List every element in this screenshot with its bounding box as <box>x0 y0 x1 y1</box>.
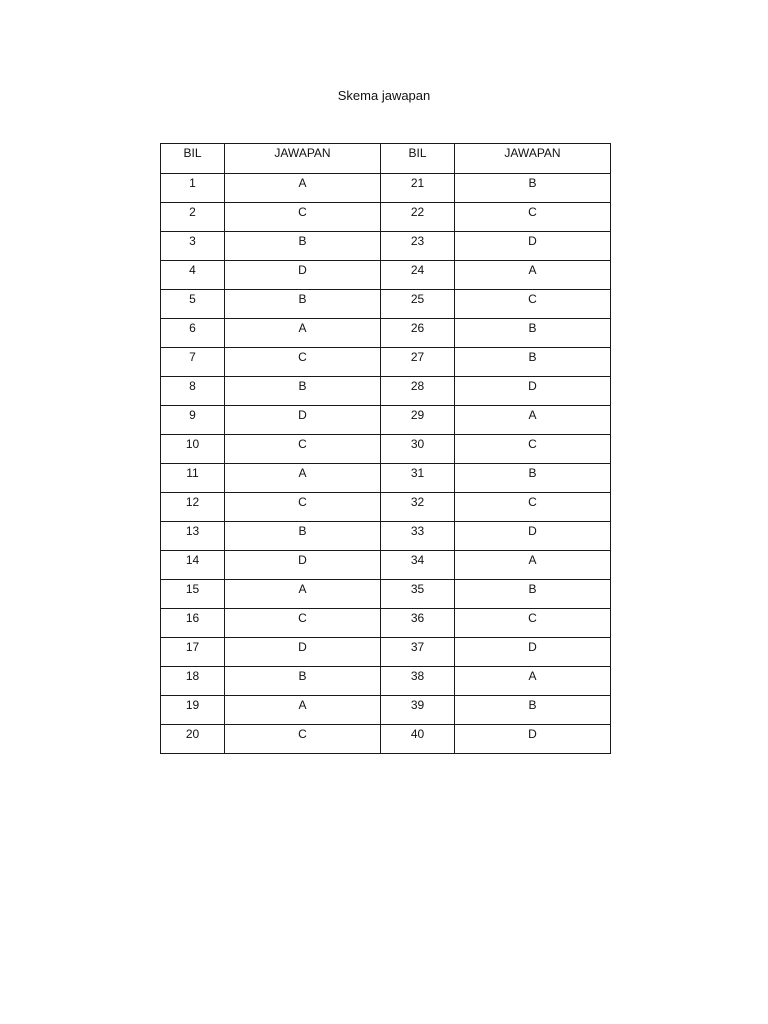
cell-value: A <box>528 553 537 567</box>
table-header <box>161 144 611 174</box>
cell-bil-right <box>381 609 455 638</box>
cell-jawapan-left <box>225 290 381 319</box>
cell-value: B <box>528 466 537 480</box>
cell-value: 9 <box>189 408 196 422</box>
cell-bil-right <box>381 203 455 232</box>
cell-value: C <box>298 495 307 509</box>
cell-value: 6 <box>189 321 196 335</box>
cell-value: B <box>528 176 537 190</box>
cell-value: A <box>528 669 537 683</box>
cell-value: 21 <box>410 176 425 190</box>
cell-value: B <box>298 524 307 538</box>
cell-jawapan-left <box>225 725 381 754</box>
cell-bil-left <box>161 551 225 580</box>
cell-value: 10 <box>185 437 200 451</box>
cell-value: C <box>298 205 307 219</box>
cell-jawapan-right <box>455 638 611 667</box>
cell-value: 40 <box>410 727 425 741</box>
cell-jawapan-right <box>455 406 611 435</box>
cell-bil-right <box>381 667 455 696</box>
cell-value: B <box>298 292 307 306</box>
cell-jawapan-left <box>225 203 381 232</box>
cell-bil-right <box>381 522 455 551</box>
cell-bil-right <box>381 435 455 464</box>
cell-value: 34 <box>410 553 425 567</box>
table-body <box>161 174 611 754</box>
cell-value: 12 <box>185 495 200 509</box>
cell-bil-right <box>381 580 455 609</box>
table-row <box>161 551 611 580</box>
cell-value: 1 <box>189 176 196 190</box>
cell-bil-right <box>381 377 455 406</box>
cell-value: 36 <box>410 611 425 625</box>
cell-value: D <box>298 640 307 654</box>
cell-value: 19 <box>185 698 200 712</box>
cell-bil-left <box>161 609 225 638</box>
cell-value: 29 <box>410 408 425 422</box>
cell-bil-left <box>161 319 225 348</box>
cell-value: 7 <box>189 350 196 364</box>
cell-jawapan-left <box>225 638 381 667</box>
cell-jawapan-left <box>225 609 381 638</box>
cell-bil-left <box>161 377 225 406</box>
cell-bil-left <box>161 696 225 725</box>
cell-jawapan-right <box>455 435 611 464</box>
cell-value: 16 <box>185 611 200 625</box>
cell-value: A <box>528 408 537 422</box>
cell-bil-right <box>381 261 455 290</box>
cell-jawapan-right <box>455 493 611 522</box>
cell-value: 4 <box>189 263 196 277</box>
cell-value: 11 <box>186 466 199 480</box>
cell-value: 24 <box>410 263 425 277</box>
cell-bil-right <box>381 348 455 377</box>
cell-value: B <box>528 698 537 712</box>
cell-value: 30 <box>410 437 425 451</box>
cell-value: B <box>528 582 537 596</box>
cell-bil-left <box>161 435 225 464</box>
cell-jawapan-right <box>455 261 611 290</box>
cell-value: D <box>528 640 537 654</box>
cell-bil-right <box>381 551 455 580</box>
cell-value: 33 <box>410 524 425 538</box>
cell-value: 38 <box>410 669 425 683</box>
cell-jawapan-left <box>225 377 381 406</box>
cell-bil-right <box>381 696 455 725</box>
cell-value: 26 <box>410 321 425 335</box>
header-label: JAWAPAN <box>504 146 561 160</box>
cell-bil-left <box>161 261 225 290</box>
cell-jawapan-right <box>455 725 611 754</box>
cell-jawapan-left <box>225 435 381 464</box>
cell-bil-left <box>161 203 225 232</box>
cell-jawapan-right <box>455 667 611 696</box>
cell-jawapan-right <box>455 232 611 261</box>
cell-jawapan-left <box>225 174 381 203</box>
table-row <box>161 464 611 493</box>
cell-value: 37 <box>410 640 425 654</box>
table-row <box>161 319 611 348</box>
cell-value: C <box>528 205 537 219</box>
cell-value: B <box>298 379 307 393</box>
cell-value: 2 <box>189 205 196 219</box>
cell-value: B <box>528 321 537 335</box>
cell-value: 28 <box>410 379 425 393</box>
cell-jawapan-left <box>225 406 381 435</box>
cell-jawapan-right <box>455 696 611 725</box>
cell-jawapan-right <box>455 290 611 319</box>
cell-value: D <box>528 727 537 741</box>
header-label: BIL <box>183 146 202 160</box>
header-jawapan-right <box>455 144 611 174</box>
cell-bil-right <box>381 174 455 203</box>
cell-bil-right <box>381 638 455 667</box>
cell-value: B <box>528 350 537 364</box>
cell-value: 3 <box>189 234 196 248</box>
header-row <box>161 144 611 174</box>
table-row <box>161 290 611 319</box>
cell-jawapan-left <box>225 348 381 377</box>
cell-bil-left <box>161 406 225 435</box>
cell-jawapan-left <box>225 493 381 522</box>
cell-jawapan-left <box>225 464 381 493</box>
cell-jawapan-right <box>455 464 611 493</box>
cell-value: 5 <box>189 292 196 306</box>
cell-value: 22 <box>410 205 425 219</box>
header-bil-left <box>161 144 225 174</box>
cell-value: 27 <box>410 350 425 364</box>
cell-bil-left <box>161 580 225 609</box>
cell-jawapan-left <box>225 551 381 580</box>
cell-value: D <box>528 234 537 248</box>
cell-jawapan-left <box>225 696 381 725</box>
cell-value: C <box>298 437 307 451</box>
cell-bil-left <box>161 232 225 261</box>
cell-bil-left <box>161 348 225 377</box>
cell-value: C <box>528 611 537 625</box>
cell-jawapan-left <box>225 580 381 609</box>
cell-value: 35 <box>410 582 425 596</box>
table-row <box>161 232 611 261</box>
cell-value: 13 <box>185 524 200 538</box>
table-row <box>161 609 611 638</box>
document-title: Skema jawapan <box>337 88 431 103</box>
table-row <box>161 406 611 435</box>
cell-value: 20 <box>185 727 200 741</box>
cell-value: D <box>298 553 307 567</box>
cell-bil-left <box>161 493 225 522</box>
table-row <box>161 435 611 464</box>
cell-bil-left <box>161 667 225 696</box>
cell-bil-left <box>161 638 225 667</box>
table-row <box>161 203 611 232</box>
header-bil-right <box>381 144 455 174</box>
cell-jawapan-right <box>455 609 611 638</box>
table-row <box>161 667 611 696</box>
cell-value: B <box>298 669 307 683</box>
cell-value: B <box>298 234 307 248</box>
cell-bil-left <box>161 464 225 493</box>
cell-jawapan-right <box>455 203 611 232</box>
cell-jawapan-right <box>455 580 611 609</box>
cell-jawapan-left <box>225 522 381 551</box>
cell-jawapan-right <box>455 377 611 406</box>
table-row <box>161 725 611 754</box>
table-row <box>161 261 611 290</box>
header-jawapan-left <box>225 144 381 174</box>
cell-bil-left <box>161 174 225 203</box>
cell-bil-right <box>381 464 455 493</box>
table-row <box>161 348 611 377</box>
header-label: BIL <box>408 146 427 160</box>
cell-jawapan-left <box>225 667 381 696</box>
cell-bil-right <box>381 290 455 319</box>
cell-value: A <box>298 466 307 480</box>
cell-bil-left <box>161 725 225 754</box>
cell-value: A <box>298 698 307 712</box>
table-row <box>161 493 611 522</box>
cell-jawapan-right <box>455 348 611 377</box>
cell-jawapan-right <box>455 319 611 348</box>
answer-table <box>160 143 611 754</box>
cell-value: C <box>298 350 307 364</box>
cell-bil-right <box>381 406 455 435</box>
table-row <box>161 580 611 609</box>
cell-bil-right <box>381 319 455 348</box>
cell-bil-right <box>381 493 455 522</box>
cell-jawapan-right <box>455 174 611 203</box>
cell-value: A <box>298 176 307 190</box>
cell-jawapan-left <box>225 261 381 290</box>
cell-bil-right <box>381 725 455 754</box>
table-row <box>161 696 611 725</box>
table-row <box>161 377 611 406</box>
table-row <box>161 174 611 203</box>
cell-jawapan-right <box>455 522 611 551</box>
cell-value: D <box>528 524 537 538</box>
cell-value: D <box>528 379 537 393</box>
cell-bil-right <box>381 232 455 261</box>
cell-jawapan-left <box>225 232 381 261</box>
cell-value: 18 <box>185 669 200 683</box>
cell-jawapan-left <box>225 319 381 348</box>
cell-value: 17 <box>185 640 200 654</box>
cell-value: C <box>528 495 537 509</box>
cell-value: 31 <box>410 466 425 480</box>
cell-value: D <box>298 263 307 277</box>
cell-value: D <box>298 408 307 422</box>
cell-value: C <box>298 611 307 625</box>
table-row <box>161 522 611 551</box>
cell-value: C <box>528 292 537 306</box>
cell-value: 23 <box>410 234 425 248</box>
cell-value: 8 <box>189 379 196 393</box>
cell-value: 14 <box>185 553 200 567</box>
cell-value: A <box>298 321 307 335</box>
cell-value: A <box>298 582 307 596</box>
table-row <box>161 638 611 667</box>
cell-value: 15 <box>185 582 200 596</box>
cell-value: 39 <box>410 698 425 712</box>
cell-value: C <box>528 437 537 451</box>
cell-bil-left <box>161 290 225 319</box>
cell-value: A <box>528 263 537 277</box>
cell-value: 32 <box>410 495 425 509</box>
cell-value: 25 <box>410 292 425 306</box>
header-label: JAWAPAN <box>274 146 331 160</box>
cell-bil-left <box>161 522 225 551</box>
cell-value: C <box>298 727 307 741</box>
cell-jawapan-right <box>455 551 611 580</box>
